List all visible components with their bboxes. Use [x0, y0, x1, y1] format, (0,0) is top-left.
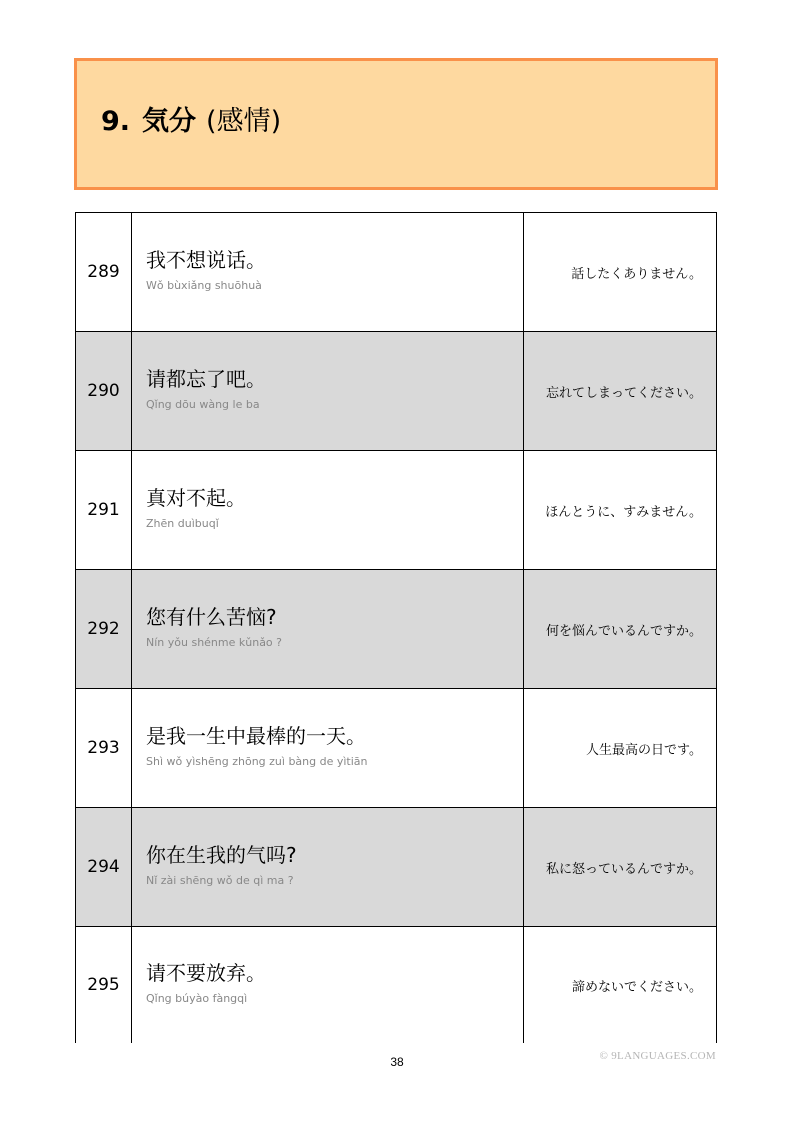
phrase-chinese-cell	[132, 570, 524, 689]
phrase-pinyin: Qǐng búyào fàngqì	[146, 992, 248, 1005]
phrase-pinyin: Shì wǒ yìshēng zhōng zuì bàng de yìtiān	[146, 755, 368, 768]
phrase-number: 293	[76, 689, 132, 808]
phrase-chinese-cell	[132, 808, 524, 927]
phrase-chinese: 你在生我的气吗?	[146, 843, 297, 867]
table-row	[76, 213, 717, 332]
phrase-japanese: 諦めないでください。	[524, 927, 717, 1044]
phrase-pinyin: Nín yǒu shénme kǔnǎo ?	[146, 636, 283, 649]
phrase-japanese: ほんとうに、すみません。	[524, 451, 717, 570]
phrase-chinese-cell	[132, 332, 524, 451]
phrase-number: 291	[76, 451, 132, 570]
phrase-chinese: 我不想说话。	[146, 248, 266, 272]
phrase-pinyin: Zhēn duìbuqǐ	[146, 517, 219, 530]
section-header	[74, 58, 718, 190]
phrase-number: 289	[76, 213, 132, 332]
section-number: 9.	[101, 106, 131, 137]
phrase-japanese: 人生最高の日です。	[524, 689, 717, 808]
phrase-pinyin: Qǐng dōu wàng le ba	[146, 398, 260, 411]
phrase-chinese-cell	[132, 927, 524, 1044]
phrase-chinese: 请不要放弃。	[146, 961, 266, 985]
phrase-pinyin: Wǒ bùxiǎng shuōhuà	[146, 279, 262, 292]
phrase-chinese-cell	[132, 451, 524, 570]
phrase-number: 292	[76, 570, 132, 689]
phrase-japanese: 忘れてしまってください。	[524, 332, 717, 451]
phrase-chinese: 是我一生中最棒的一天。	[146, 724, 366, 748]
table-row	[76, 570, 717, 689]
phrase-japanese: 話したくありません。	[524, 213, 717, 332]
table-row	[76, 689, 717, 808]
phrase-japanese: 私に怒っているんですか。	[524, 808, 717, 927]
phrase-number: 290	[76, 332, 132, 451]
table-row	[76, 451, 717, 570]
phrase-number: 295	[76, 927, 132, 1044]
table-row	[76, 332, 717, 451]
section-title	[101, 105, 281, 139]
section-title-main: 気分	[142, 106, 197, 137]
phrase-chinese-cell	[132, 213, 524, 332]
phrase-pinyin: Nǐ zài shēng wǒ de qì ma ?	[146, 874, 294, 887]
phrase-japanese: 何を悩んでいるんですか。	[524, 570, 717, 689]
phrase-chinese-cell	[132, 689, 524, 808]
table-row	[76, 808, 717, 927]
phrase-number: 294	[76, 808, 132, 927]
page-number: 38	[390, 1055, 404, 1069]
section-title-sub: (感情)	[206, 106, 282, 137]
copyright-text: © 9LANGUAGES.COM	[599, 1050, 716, 1062]
phrase-chinese: 请都忘了吧。	[146, 367, 266, 391]
phrase-table	[75, 212, 717, 1043]
table-row	[76, 927, 717, 1044]
phrase-chinese: 您有什么苦恼?	[146, 605, 277, 629]
phrase-chinese: 真对不起。	[146, 486, 246, 510]
